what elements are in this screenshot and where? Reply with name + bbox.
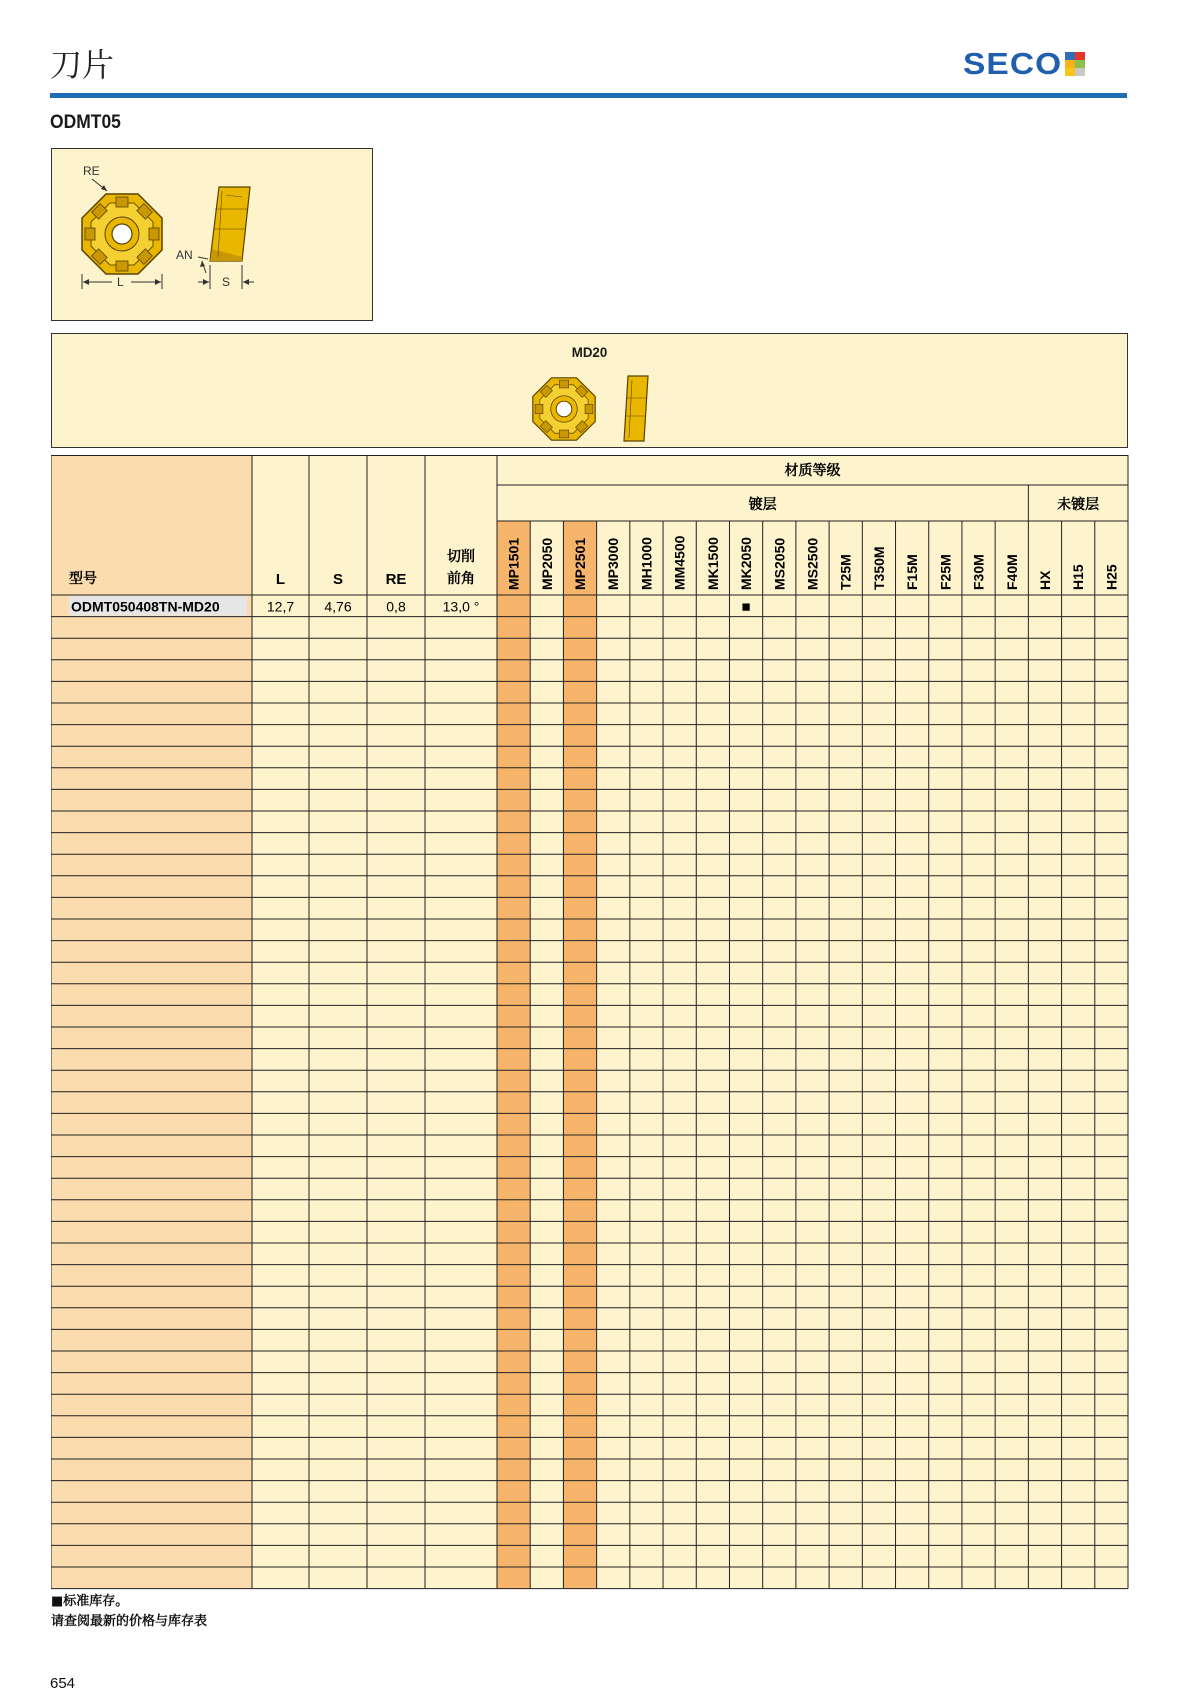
insert-top-view-icon <box>533 378 595 440</box>
grade-label: MM4500 <box>671 535 688 590</box>
page-title: 刀片 <box>50 46 115 84</box>
grade-label: MP2050 <box>538 537 555 590</box>
page-number: 654 <box>50 1675 76 1692</box>
logo-block <box>1075 52 1085 60</box>
grade-label: MK1500 <box>704 537 721 590</box>
grade-label: H15 <box>1070 564 1087 590</box>
grade-label: F40M <box>1003 554 1020 590</box>
grade-table-grid <box>51 455 1129 1595</box>
l-cell: 12,7 <box>266 598 295 615</box>
grade-group-header: 材质等级 <box>784 462 841 478</box>
header-rule <box>50 93 1127 98</box>
grade-label: H25 <box>1103 564 1120 590</box>
grade-label: MH1000 <box>638 537 655 590</box>
logo-block <box>1065 60 1075 68</box>
l-header: L <box>275 571 286 588</box>
geometry-illustration <box>52 334 1127 447</box>
grade-label: HX <box>1036 570 1053 590</box>
s-cell: 4,76 <box>324 598 352 615</box>
designation-cell: ODMT050408TN-MD20 <box>71 598 220 615</box>
footnote-price-note: 请查阅最新的价格与库存表 <box>51 1614 208 1629</box>
re-header: RE <box>385 571 407 588</box>
grade-label: MP2501 <box>572 537 589 590</box>
grade-label: MS2050 <box>771 537 788 590</box>
section-title: ODMT05 <box>50 112 121 133</box>
grade-label: F15M <box>904 554 921 590</box>
insert-side-view-icon <box>210 187 250 261</box>
insert-drawing-panel <box>51 148 373 321</box>
s-header: S <box>332 571 344 588</box>
logo-block <box>1075 68 1085 76</box>
geometry-panel <box>51 333 1128 448</box>
logo-block <box>1065 68 1075 76</box>
designation-column-band <box>51 455 252 1589</box>
designation-header: 型号 <box>69 570 97 586</box>
l-dimension-label: L <box>117 275 124 289</box>
rake-angle-header-line1: 切削 <box>447 548 475 564</box>
an-label: AN <box>176 248 193 262</box>
geometry-label: MD20 <box>571 344 608 360</box>
logo-color-blocks <box>1065 52 1085 76</box>
insert-dimension-drawing <box>52 149 372 320</box>
seco-logo <box>963 46 1085 82</box>
grade-label: MK2050 <box>738 537 755 590</box>
footnote <box>51 1592 207 1632</box>
re-label: RE <box>83 164 100 178</box>
grade-label: F30M <box>970 554 987 590</box>
coated-header: 镀层 <box>748 496 777 512</box>
grade-table <box>51 455 1129 1600</box>
uncoated-header: 未镀层 <box>1057 496 1100 512</box>
grade-label: MP3000 <box>605 537 622 590</box>
grade-label: T350M <box>870 546 887 590</box>
grade-label: MS2500 <box>804 537 821 590</box>
re-cell: 0,8 <box>386 598 406 615</box>
s-dimension-label: S <box>222 275 231 289</box>
grade-label: F25M <box>937 554 954 590</box>
rake-angle-cell: 13,0 ° <box>442 598 480 615</box>
grade-label: T25M <box>837 554 854 590</box>
logo-block <box>1065 52 1075 60</box>
insert-side-view-icon <box>624 376 648 441</box>
stock-mark: ■ <box>741 598 751 616</box>
grade-label: MP1501 <box>505 537 522 590</box>
rake-angle-header-line2: 前角 <box>447 570 475 586</box>
footnote-stock-legend: ■标准库存。 <box>51 1594 129 1609</box>
logo-text: SECO <box>963 46 1063 81</box>
logo-block <box>1075 60 1085 68</box>
insert-top-view-icon <box>82 194 162 274</box>
